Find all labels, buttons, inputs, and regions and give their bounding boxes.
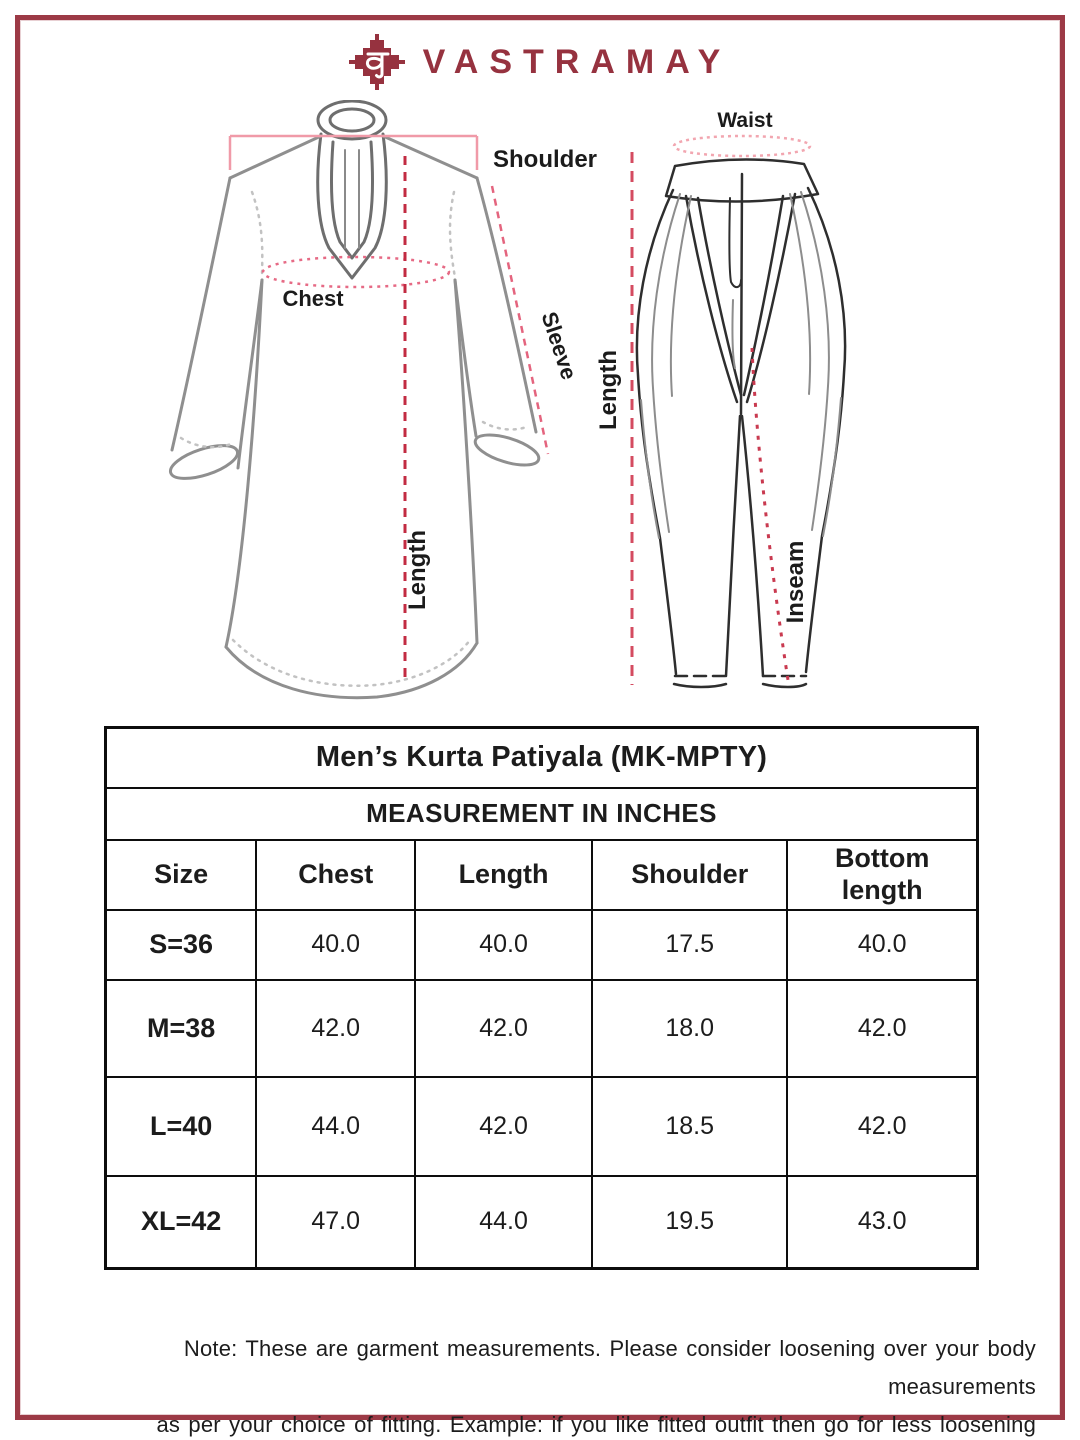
shoulder-value: 19.5 <box>592 1176 787 1269</box>
table-row <box>106 910 978 980</box>
kurta-outline <box>167 101 542 698</box>
header-cell-bottom-length: Bottom length <box>787 840 977 910</box>
length-value: 44.0 <box>415 1176 592 1269</box>
chart-subtitle: MEASUREMENT IN INCHES <box>106 788 978 840</box>
table-subtitle-row <box>106 788 978 840</box>
shoulder-label: Shoulder <box>493 146 598 173</box>
chest-value: 47.0 <box>256 1176 415 1269</box>
chest-label: Chest <box>282 286 344 311</box>
header-cell-size: Size <box>106 840 257 910</box>
chest-value: 44.0 <box>256 1077 415 1176</box>
bottom-length-value: 42.0 <box>787 980 977 1077</box>
sleeve-label: Sleeve <box>536 308 582 383</box>
vastramay-va-monogram-icon <box>349 34 405 90</box>
table-title-row <box>106 728 978 788</box>
kurta-measurement-diagram <box>155 100 605 715</box>
inseam-measure-line <box>752 348 788 680</box>
brand-header <box>0 34 1080 90</box>
chart-title: Men’s Kurta Patiyala (MK-MPTY) <box>106 728 978 788</box>
size-value: L=40 <box>106 1077 257 1176</box>
patiyala-length-label: Length <box>595 350 622 430</box>
inseam-label: Inseam <box>782 540 809 624</box>
patiyala-outline <box>637 159 845 687</box>
header-cell-length: Length <box>415 840 592 910</box>
size-value: S=36 <box>106 910 257 980</box>
table-row <box>106 1176 978 1269</box>
shoulder-value: 17.5 <box>592 910 787 980</box>
waist-label: Waist <box>717 109 773 132</box>
shoulder-value: 18.0 <box>592 980 787 1077</box>
note-line-1: Note: These are garment measurements. Please consider loosening over your body measurements <box>183 1336 1036 1399</box>
size-chart <box>104 726 979 1270</box>
size-value: XL=42 <box>106 1176 257 1269</box>
note-line-2: as per your choice of fitting. Example: if you like fitted outfit then go for less loosening <box>156 1412 1036 1437</box>
length-value: 42.0 <box>415 980 592 1077</box>
kurta-length-label: Length <box>404 530 431 610</box>
patiyala-measurement-diagram <box>595 100 995 715</box>
chest-value: 42.0 <box>256 980 415 1077</box>
size-value: M=38 <box>106 980 257 1077</box>
bottom-length-value: 43.0 <box>787 1176 977 1269</box>
length-value: 42.0 <box>415 1077 592 1176</box>
length-value: 40.0 <box>415 910 592 980</box>
table-header-row <box>106 840 978 910</box>
table-row <box>106 980 978 1077</box>
measurement-note <box>46 1330 1036 1440</box>
kurta-measure-lines <box>230 136 548 678</box>
header-cell-chest: Chest <box>256 840 415 910</box>
bottom-length-value: 40.0 <box>787 910 977 980</box>
table-row <box>106 1077 978 1176</box>
bottom-length-value: 42.0 <box>787 1077 977 1176</box>
chest-value: 40.0 <box>256 910 415 980</box>
shoulder-bracket-line <box>230 136 477 170</box>
header-cell-shoulder: Shoulder <box>592 840 787 910</box>
waist-measure-ellipse <box>674 136 810 156</box>
shoulder-value: 18.5 <box>592 1077 787 1176</box>
brand-wordmark: VASTRAMAY <box>422 42 732 81</box>
